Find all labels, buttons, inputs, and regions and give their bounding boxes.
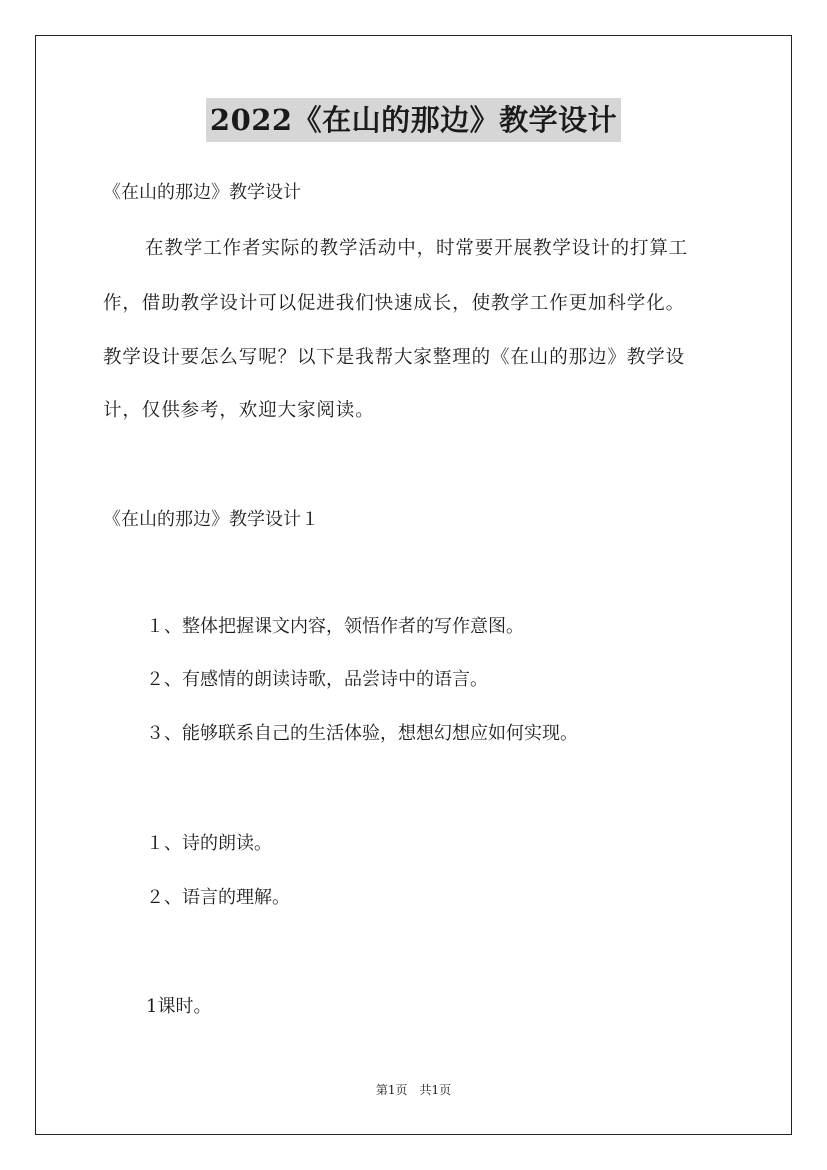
section-heading: 《在山的那边》教学设计１: [103, 509, 319, 530]
document-title: 2022《在山的那边》教学设计: [206, 98, 621, 142]
intro-line: 作，借助教学设计可以促进我们快速成长，使教学工作更加科学化。: [103, 293, 686, 314]
document-title-container: [0, 98, 827, 142]
page-footer: [0, 1082, 827, 1098]
intro-line: 计，仅供参考，欢迎大家阅读。: [103, 400, 375, 421]
key-point-item: ２、语言的理解。: [146, 887, 290, 908]
intro-line: 在教学工作者实际的教学活动中，时常要开展教学设计的打算工: [145, 238, 689, 259]
intro-line: 教学设计要怎么写呢？以下是我帮大家整理的《在山的那边》教学设: [103, 347, 686, 368]
class-period: 1课时。: [146, 996, 212, 1017]
objective-item: ２、有感情的朗读诗歌，品尝诗中的语言。: [146, 669, 488, 690]
objective-item: １、整体把握课文内容，领悟作者的写作意图。: [146, 616, 524, 637]
key-point-item: １、诗的朗读。: [146, 833, 272, 854]
objective-item: ３、能够联系自己的生活体验，想想幻想应如何实现。: [146, 723, 578, 744]
document-subtitle: 《在山的那边》教学设计: [103, 182, 301, 203]
page-number-label: 第1页 共1页: [375, 1083, 452, 1097]
